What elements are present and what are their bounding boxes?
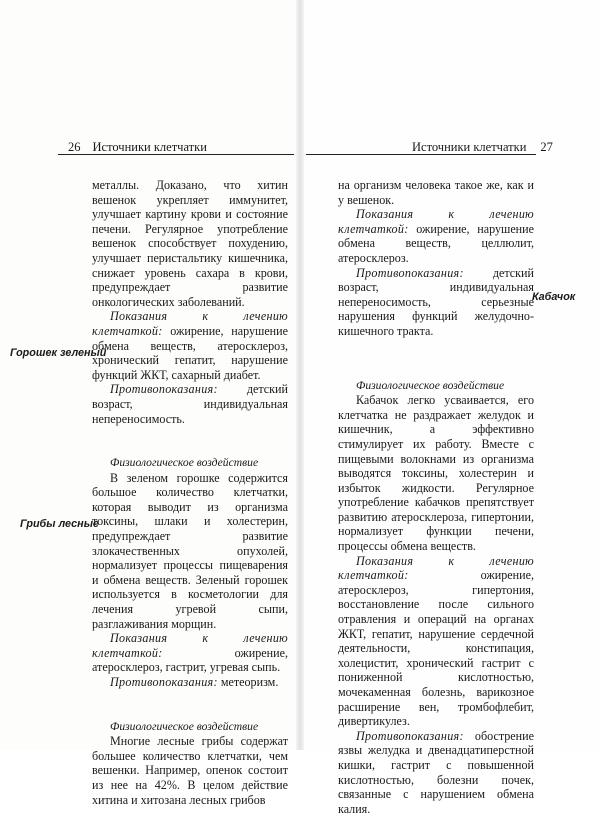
contraindications-text: обострение язвы желудка и двенадцатиперстной кишки, гастрит с повышенной кислотностью, болезни почек, связанные с нарушением обмена калия. <box>338 728 534 816</box>
left-running-title: Источники клетчатки <box>92 140 207 154</box>
indications-text: ожирение, атеросклероз, гипертония, восстановление после сильного отравления и операций на органах ЖКТ, гепатит, нарушение сердечной деятельности, констипация, холецистит, хронический гастрит с пониженной кислотностью, мочекаменная болезнь, варикозное расширение вен, тромбофлебит, дивертикулез. <box>338 568 534 729</box>
side-heading-mushrooms: Грибы лесные <box>20 518 99 530</box>
right-header-rule <box>306 154 536 155</box>
indications-label: Показания к лечению клетчаткой: <box>92 309 288 338</box>
right-running-head <box>412 140 553 154</box>
indications-text: ожирение, нарушение обмена веществ, целлюлит, атеросклероз. <box>338 221 534 265</box>
side-heading-peas: Горошек зеленый <box>10 347 107 359</box>
right-running-title: Источники клетчатки <box>412 140 527 154</box>
contraindications-label: Противопоказания: <box>110 675 218 689</box>
indications-paragraph <box>338 554 534 729</box>
book-gutter <box>296 0 304 750</box>
contraindications-label: Противопоказания: <box>356 265 464 280</box>
indications-label: Показания к лечению клетчаткой: <box>338 553 534 583</box>
mushrooms-subheading: Физиологическое воздействие <box>110 719 259 733</box>
zucchini-subheading: Физиологическое воздействие <box>356 378 505 392</box>
paragraph: Многие лесные грибы содержат большее количество клетчатки, чем вешенки. Например, опенок состоит из нее на 42%. В целом действие хитина и хитозана лесных грибов <box>92 734 288 807</box>
paragraph: металлы. Доказано, что хитин вешенок укрепляет иммунитет, улучшает картину крови и состояние печени. Регулярное употребление вешенок способствует похудению, улучшает перистальтику кишечника, снижает уровень сахара в крови, предупреждает развитие онкологических заболеваний. <box>92 178 288 309</box>
side-heading-zucchini: Кабачок <box>532 291 576 303</box>
contraindications-label: Противопоказания: <box>356 728 464 743</box>
right-page-number: 27 <box>540 140 553 154</box>
peas-subheading: Физиологическое воздействие <box>110 456 259 470</box>
left-header-rule <box>58 154 294 155</box>
paragraph: В зеленом горошке содержится большое количество клетчатки, которая выводит из организма токсины, шлаки и холестерин, предупреждает развитие злокачественных опухолей, нормализует процессы пищеварения и обмена веществ. Зеленый горошек используется в косметологии для лечения угревой сыпи, разглаживания морщин. <box>92 470 288 631</box>
contraindications-text: детский возраст, индивидуальная непереносимость, серьезные нарушения функций желудочно-кишечного тракта. <box>338 265 534 338</box>
paragraph: Кабачок легко усваивается, его клетчатка не раздражает желудок и кишечник, а эффективно стимулирует их работу. Вместе с пищевыми волокнами из организма выводятся токсины, холестерин и избыток жидкости. Регулярное употребление кабачков препятствует развитию атеросклероза, гипертонии, нормализует функции печени, процессы обмена веществ. <box>338 393 534 554</box>
right-text-column <box>338 178 534 816</box>
left-text-column <box>92 178 288 807</box>
contraindications-paragraph <box>338 729 534 816</box>
left-page-number: 26 <box>68 140 81 154</box>
paragraph: на организм человека такое же, как и у вешенок. <box>338 178 534 207</box>
contraindications-paragraph <box>338 266 534 339</box>
contraindications-text: метеоризм. <box>217 675 279 689</box>
indications-paragraph <box>92 309 288 382</box>
indications-text: ожирение, нарушение обмена веществ, атеросклероз, хронический гепатит, нарушение функций ЖКТ, сахарный диабет. <box>92 323 288 382</box>
indications-paragraph <box>338 207 534 265</box>
contraindications-paragraph <box>92 382 288 426</box>
left-running-head <box>68 140 207 154</box>
contraindications-paragraph <box>92 675 288 690</box>
indications-label: Показания к лечению клетчаткой: <box>92 631 288 660</box>
contraindications-label: Противопоказания: <box>110 382 218 397</box>
indications-label: Показания к лечению клетчаткой: <box>338 207 534 236</box>
contraindications-text: детский возраст, индивидуальная непереносимость. <box>92 382 288 426</box>
indications-paragraph <box>92 631 288 675</box>
indications-text: ожирение, атеросклероз, гастрит, угревая сыпь. <box>92 645 288 675</box>
